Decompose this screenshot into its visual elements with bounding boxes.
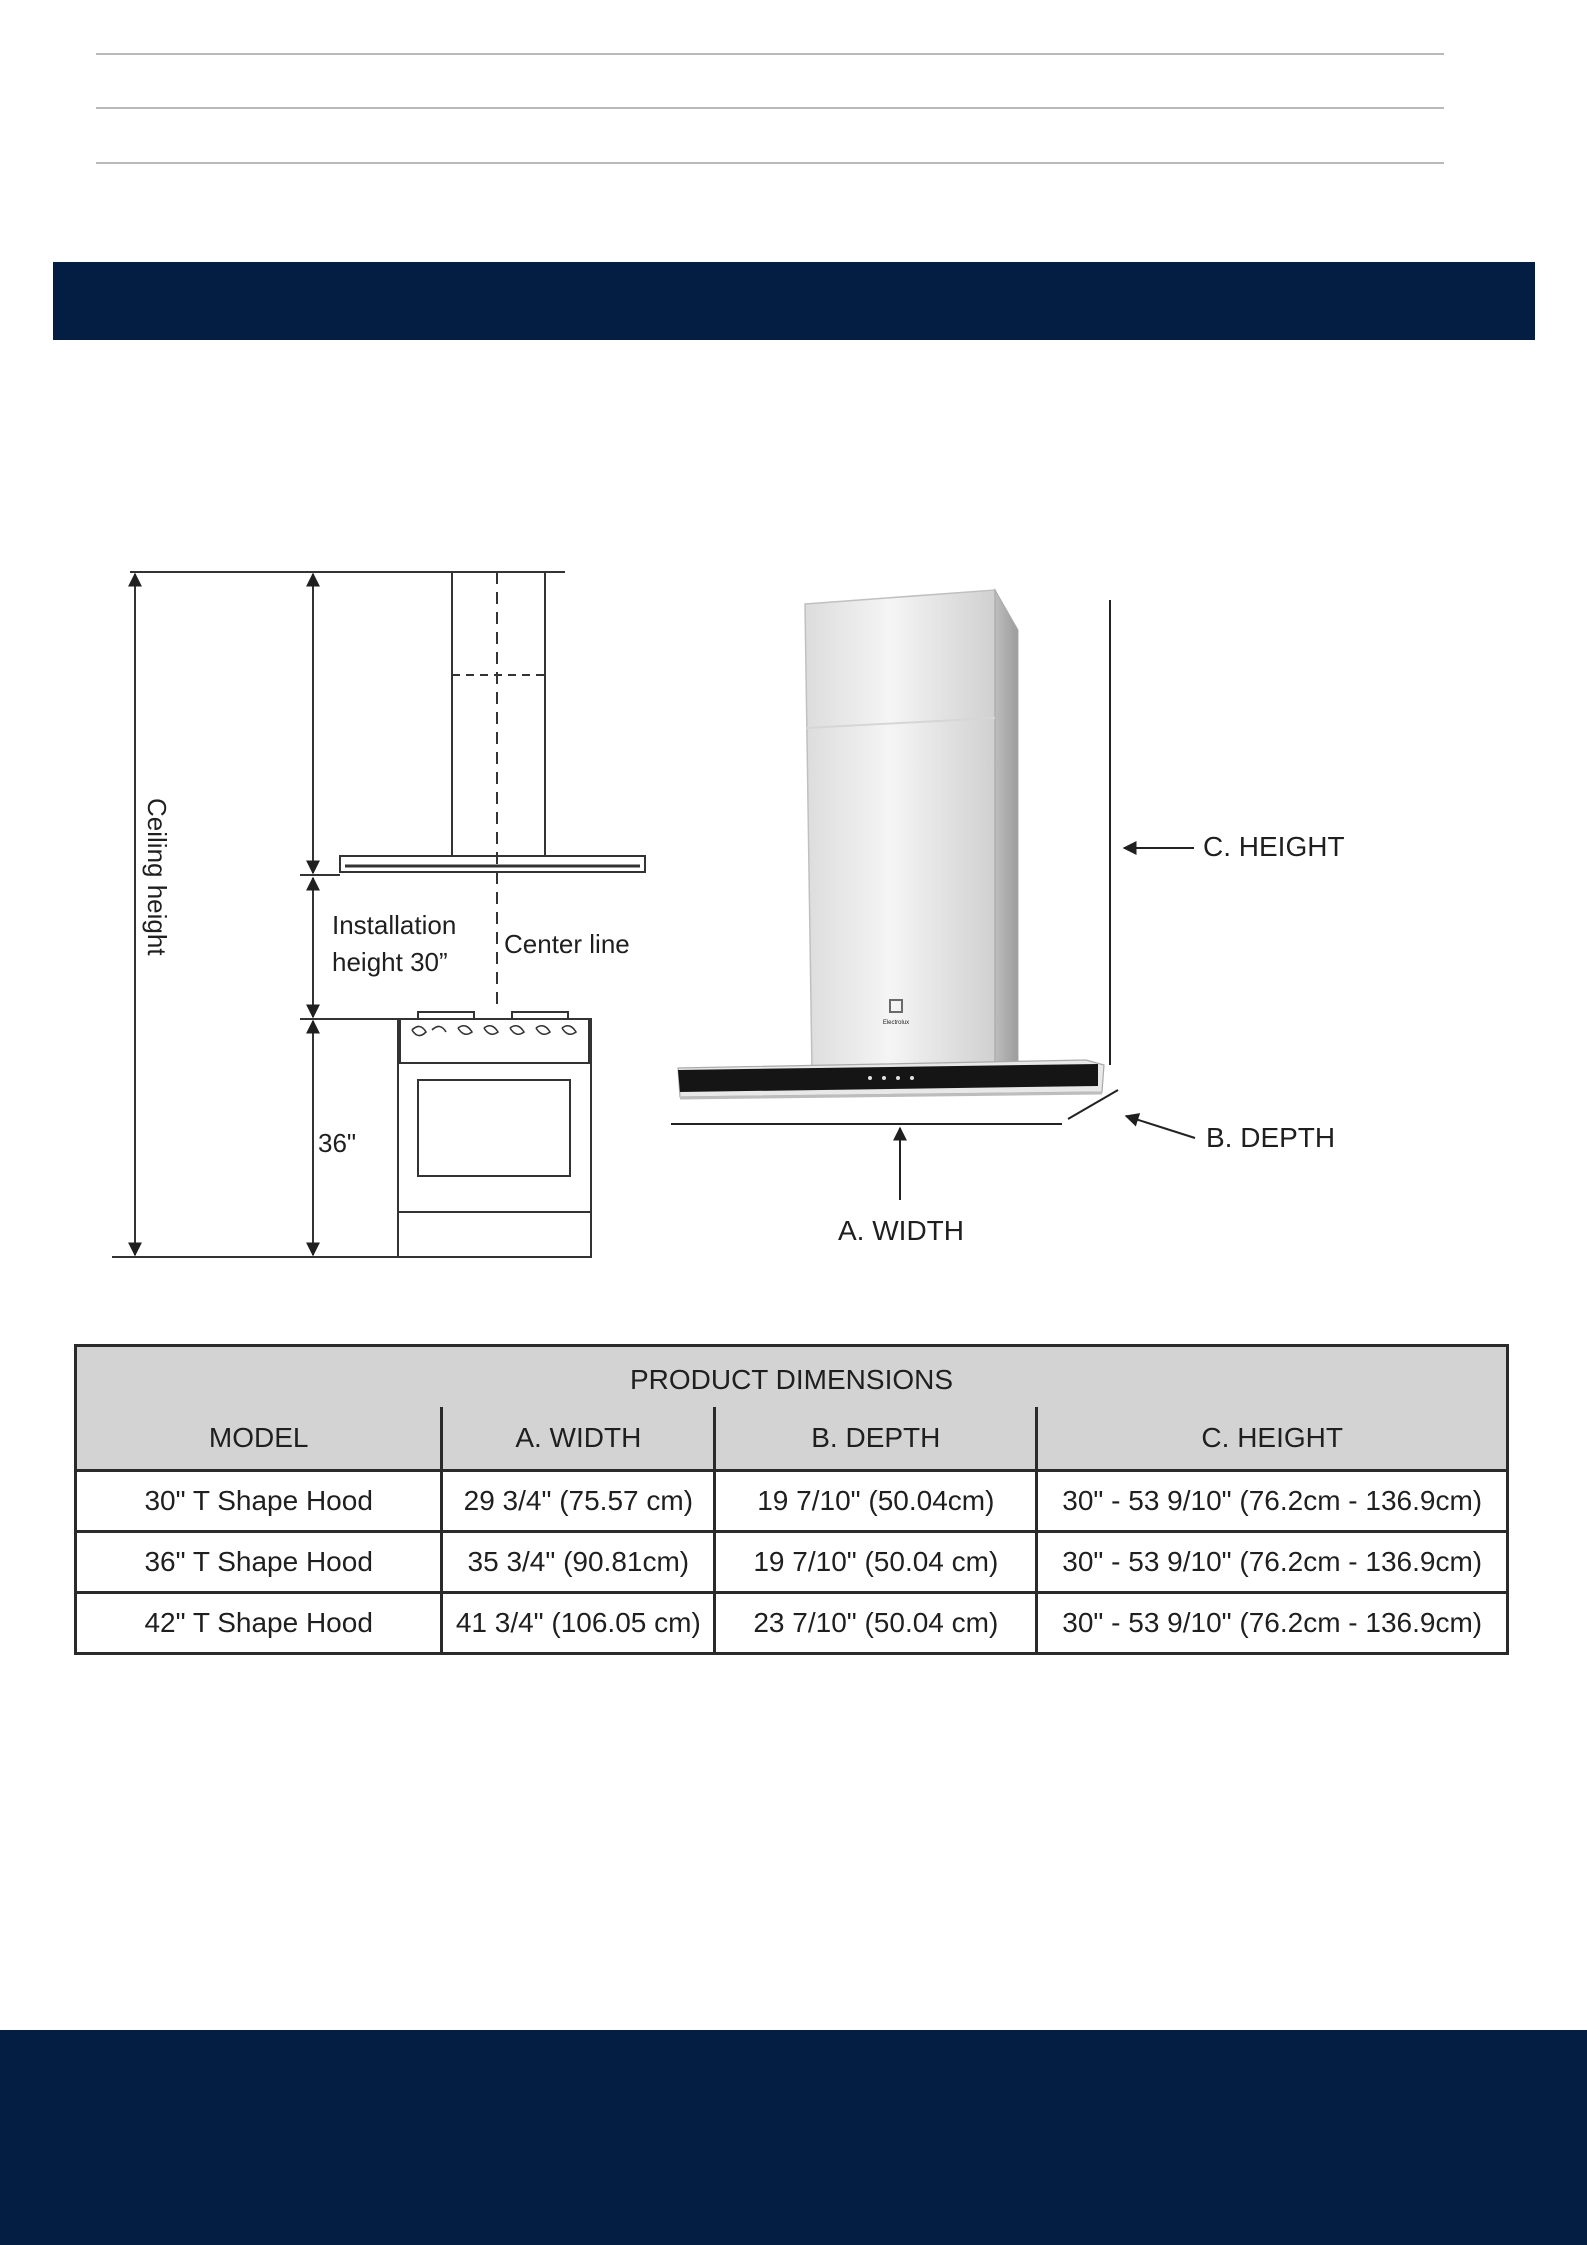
cell-width: 29 3/4" (75.57 cm): [442, 1471, 715, 1532]
cell-model: 42" T Shape Hood: [76, 1593, 442, 1654]
header-depth: B. DEPTH: [715, 1407, 1037, 1471]
height-label: C. HEIGHT: [1203, 831, 1345, 862]
ceiling-height-label: Ceiling height: [142, 798, 172, 956]
cell-height: 30" - 53 9/10" (76.2cm - 136.9cm): [1037, 1593, 1508, 1654]
cell-width: 41 3/4" (106.05 cm): [442, 1593, 715, 1654]
range-height-label: 36": [318, 1128, 357, 1158]
table-row: [76, 1471, 1508, 1532]
svg-text:Electrolux: Electrolux: [882, 1020, 910, 1026]
installation-label-line2: height 30”: [332, 947, 448, 977]
cell-width: 35 3/4" (90.81cm): [442, 1532, 715, 1593]
cell-depth: 19 7/10" (50.04cm): [715, 1471, 1037, 1532]
header-model: MODEL: [76, 1407, 442, 1471]
top-rule-1: [96, 53, 1444, 55]
hood-installation-diagram: [0, 540, 1587, 1280]
table-row: [76, 1593, 1508, 1654]
cell-model: 30" T Shape Hood: [76, 1471, 442, 1532]
header-height: C. HEIGHT: [1037, 1407, 1508, 1471]
center-line-label: Center line: [504, 929, 630, 959]
header-width: A. WIDTH: [442, 1407, 715, 1471]
table-row: [76, 1532, 1508, 1593]
product-dimensions-table: [74, 1344, 1509, 1655]
top-rule-2: [96, 107, 1444, 109]
section-header-band: [53, 262, 1535, 340]
cell-height: 30" - 53 9/10" (76.2cm - 136.9cm): [1037, 1471, 1508, 1532]
hood-product-image: [678, 590, 1104, 1098]
width-label: A. WIDTH: [838, 1215, 964, 1246]
cell-depth: 19 7/10" (50.04 cm): [715, 1532, 1037, 1593]
depth-label: B. DEPTH: [1206, 1122, 1336, 1153]
top-rule-3: [96, 162, 1444, 164]
footer-band: [0, 2030, 1587, 2245]
table-title: PRODUCT DIMENSIONS: [76, 1346, 1508, 1408]
cell-height: 30" - 53 9/10" (76.2cm - 136.9cm): [1037, 1532, 1508, 1593]
cell-model: 36" T Shape Hood: [76, 1532, 442, 1593]
installation-label-line1: Installation: [332, 910, 457, 940]
cell-depth: 23 7/10" (50.04 cm): [715, 1593, 1037, 1654]
